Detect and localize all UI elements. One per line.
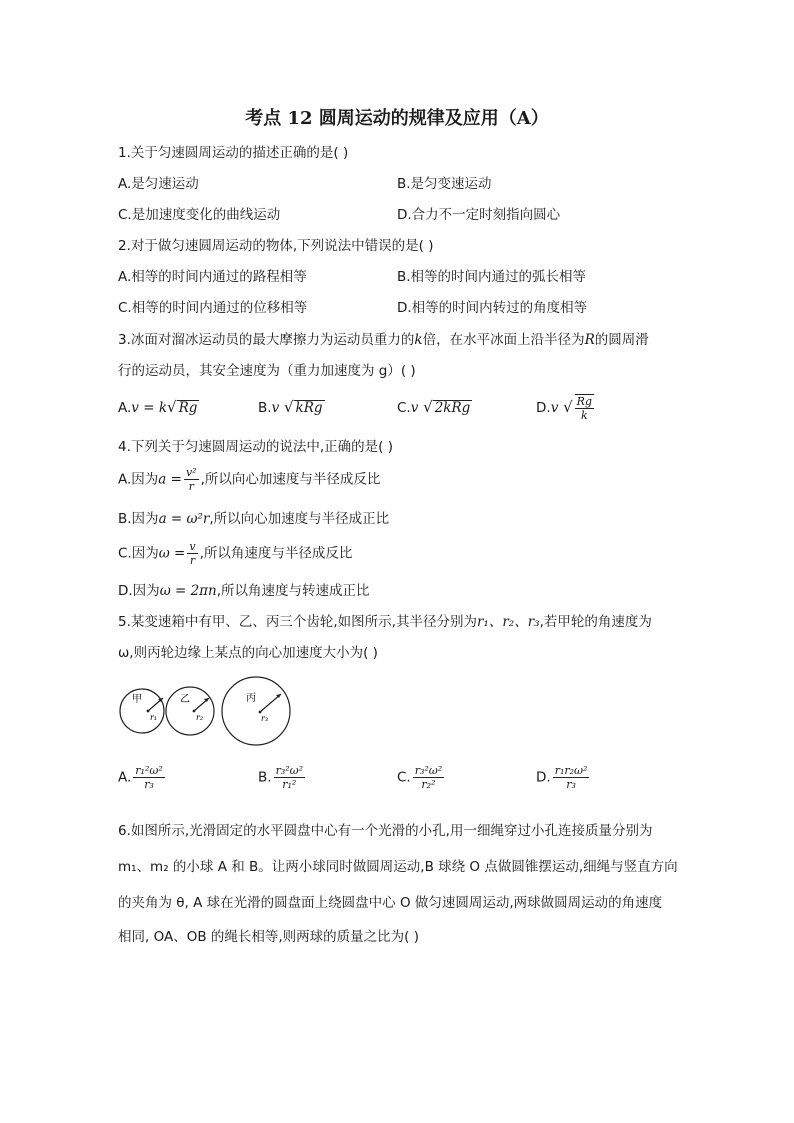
q3-stem-line1: [118, 331, 649, 349]
q3-b-label: B.: [258, 400, 272, 416]
q4-option-d: [118, 582, 370, 600]
q5-b-fraction: [274, 764, 305, 791]
gear-1-radius-label: r₁: [150, 713, 158, 722]
q3-option-c: [397, 398, 472, 417]
q5-c-num: r₃²ω²: [414, 764, 443, 777]
q1-option-a: A.是匀速运动: [118, 176, 199, 192]
q3-d-fraction: [575, 394, 594, 422]
q3-a-label: A.: [118, 400, 132, 416]
q4-stem: 4.下列关于匀速圆周运动的说法中,正确的是( ): [118, 439, 393, 455]
q4-b-expr: a = ω²r: [158, 511, 210, 527]
q4-c-num: v: [189, 540, 196, 553]
q3-stem-part1: 3.冰面对溜冰运动员的最大摩擦力为运动员重力的: [118, 332, 415, 348]
q5-a-label: A.: [118, 769, 132, 786]
q3-c-radicand: 2kRg: [434, 400, 471, 416]
q6-line3: 的夹角为 θ, A 球在光滑的圆盘面上绕圆盘中心 O 做匀速圆周运动,两球做圆周运动的角速度: [118, 895, 663, 911]
q5-c-label: C.: [397, 769, 411, 786]
q4-d-post: ,所以角速度与转速成正比: [216, 583, 370, 599]
q4-d-expr: ω = 2πn: [159, 583, 217, 599]
q5-a-num: r₁²ω²: [135, 764, 163, 777]
q4-option-c: [118, 540, 352, 567]
q5-b-num: r₃²ω²: [275, 764, 304, 777]
q2-option-c: C.相等的时间内通过的位移相等: [118, 300, 308, 316]
gear-1-circle: [120, 689, 164, 733]
q4-b-post: ,所以向心加速度与半径成正比: [209, 511, 390, 527]
q3-d-den: k: [580, 409, 588, 422]
q5-b-label: B.: [258, 769, 272, 786]
gear-2-label: 乙: [180, 694, 190, 705]
q6-line4: 相同, OA、OB 的绳长相等,则两球的质量之比为( ): [118, 929, 420, 945]
q4-c-pre: C.因为: [118, 545, 159, 562]
q3-option-a: [118, 398, 199, 417]
q3-b-expr: v: [271, 400, 280, 416]
q4-a-post: ,所以向心加速度与半径成反比: [200, 471, 381, 488]
q2-option-b: B.相等的时间内通过的弧长相等: [397, 269, 587, 285]
q5-option-a: [118, 764, 167, 791]
q3-a-expr: v = k: [131, 400, 167, 416]
page-title: 考点 12 圆周运动的规律及应用（A）: [245, 108, 549, 129]
q5-a-den: r₃: [144, 778, 154, 791]
q3-d-label: D.: [536, 400, 551, 416]
q4-a-den: r: [188, 480, 194, 493]
q4-a-fraction: [184, 466, 199, 493]
q5-d-num: r₁r₂ω²: [554, 764, 588, 777]
q5-a-fraction: [133, 764, 164, 791]
q3-d-num: Rg: [576, 395, 592, 408]
q4-option-b: [118, 510, 389, 528]
q5-c-fraction: [413, 764, 444, 791]
gear-3-circle: [222, 677, 290, 745]
sqrt-icon: √: [279, 398, 294, 416]
q1-option-d: D.合力不一定时刻指向圆心: [397, 207, 561, 223]
q6-line2: m₁、m₂ 的小球 A 和 B。让两小球同时做圆周运动,B 球绕 O 点做圆锥摆运动,细绳与竖直方向: [118, 859, 678, 875]
gear-diagram: [118, 676, 298, 746]
q4-a-num: v²: [185, 466, 197, 479]
q3-c-label: C.: [397, 400, 411, 416]
q3-option-d: [536, 394, 596, 422]
q4-c-fraction: [187, 540, 197, 567]
q5-stem-line1: [118, 613, 652, 631]
q2-option-d: D.相等的时间内转过的角度相等: [397, 300, 588, 316]
q5-option-c: [397, 764, 446, 791]
sqrt-icon: √: [418, 398, 433, 416]
q5-d-den: r₃: [566, 778, 576, 791]
gear-3-radius-label: r₃: [261, 714, 269, 723]
q5-stem-line2: ω,则丙轮边缘上某点的向心加速度大小为( ): [118, 645, 378, 661]
q3-stem-part2: 倍，在水平冰面上沿半径为: [422, 332, 585, 348]
q3-k: k: [414, 332, 423, 348]
q4-c-post: ,所以角速度与半径成反比: [199, 545, 353, 562]
q5-stem-part2: ,若甲轮的角速度为: [539, 614, 652, 630]
q3-stem-part3: 的圆周滑: [594, 332, 649, 348]
q2-stem: 2.对于做匀速圆周运动的物体,下列说法中错误的是( ): [118, 238, 434, 254]
q1-option-b: B.是匀变速运动: [397, 176, 492, 192]
sqrt-icon: √: [167, 398, 177, 416]
q4-c-lhs: ω =: [158, 545, 186, 562]
q4-d-pre: D.因为: [118, 583, 160, 599]
q4-b-pre: B.因为: [118, 511, 159, 527]
q1-stem: 1.关于匀速圆周运动的描述正确的是( ): [118, 145, 349, 161]
q4-c-den: r: [189, 554, 196, 567]
q3-b-radicand: kRg: [295, 400, 323, 416]
q1-option-c: C.是加速度变化的曲线运动: [118, 207, 281, 223]
q3-R: R: [584, 332, 595, 348]
q4-a-lhs: a =: [158, 471, 182, 488]
q6-line1: 6.如图所示,光滑固定的水平圆盘中心有一个光滑的小孔,用一细绳穿过小孔连接质量分别为: [118, 823, 653, 839]
gear-2-radius-label: r₂: [196, 713, 204, 722]
q5-d-label: D.: [536, 769, 551, 786]
q3-a-radicand: Rg: [178, 400, 198, 416]
q5-radii: r₁、r₂、r₃: [476, 614, 540, 630]
sqrt-icon: √: [558, 398, 573, 416]
q3-option-b: [258, 398, 325, 417]
q5-option-b: [258, 764, 307, 791]
q5-b-den: r₁²: [282, 778, 297, 791]
gear-2-circle: [166, 687, 214, 735]
q5-option-d: [536, 764, 591, 791]
q3-d-expr: v: [550, 400, 559, 416]
q3-c-expr: v: [410, 400, 419, 416]
q5-stem-part1: 5.某变速箱中有甲、乙、丙三个齿轮,如图所示,其半径分别为: [118, 614, 477, 630]
q5-c-den: r₂²: [421, 778, 436, 791]
gear-1-label: 甲: [132, 694, 142, 705]
q5-d-fraction: [553, 764, 590, 791]
gear-3-label: 丙: [246, 693, 256, 704]
q3-stem-line2: 行的运动员，其安全速度为（重力加速度为 g）( ): [118, 363, 416, 379]
q2-option-a: A.相等的时间内通过的路程相等: [118, 269, 307, 285]
q4-option-a: [118, 466, 380, 493]
q4-a-pre: A.因为: [118, 471, 159, 488]
